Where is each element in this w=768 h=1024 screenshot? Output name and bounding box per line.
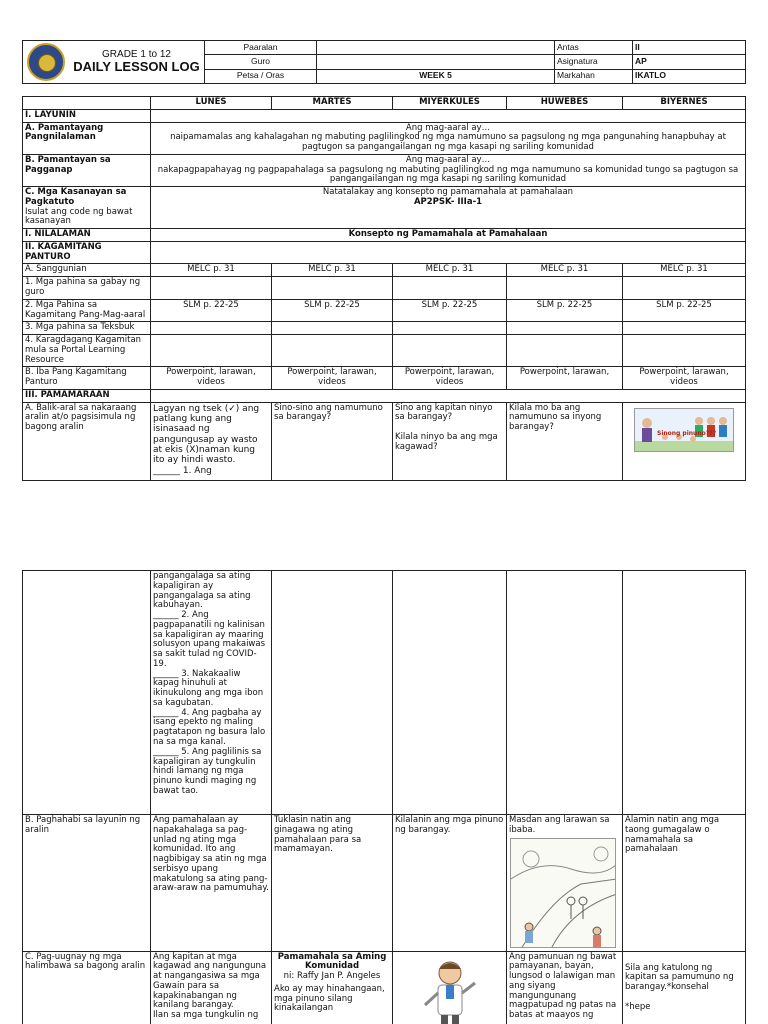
deped-seal-logo: [27, 43, 65, 81]
motive-huwebes-cell: [507, 815, 623, 952]
materials-huwebes: Powerpoint, larawan,: [507, 367, 623, 390]
quarter-label: Markahan: [555, 69, 633, 83]
lesson-table-page-2: [22, 570, 746, 1024]
poem-text: Ako ay may hinahangaan, mga pinuno silang kinakailangan: [274, 983, 385, 1014]
section-nilalaman: I. NILALAMAN: [23, 229, 151, 242]
sanggunian-huwebes: MELC p. 31: [507, 264, 623, 277]
label-paghahabi: B. Paghahabi sa layunin ng aralin: [23, 815, 151, 952]
motive-miyerkules: Kilalanin ang mga pinuno ng barangay.: [393, 815, 507, 952]
performance-standard-intro: Ang mag-aaral ay…: [405, 154, 491, 165]
example-biyernes: Sila ang katulong ng kapitan sa pamumuno ng barangay.*konsehal *hepe: [623, 951, 746, 1024]
day-header-biyernes: BIYERNES: [623, 97, 746, 110]
school-label: Paaralan: [205, 41, 317, 55]
week-value: WEEK 5: [317, 69, 555, 83]
label-kasanayan-sub: Isulat ang code ng bawat kasanayan: [25, 206, 133, 227]
motive-martes: Tuklasin natin ang ginagawa ng ating pamahalaan para sa mamamayan.: [272, 815, 393, 952]
slm-lunes: SLM p. 22-25: [151, 299, 272, 322]
barangay-sketch-svg: [511, 839, 616, 948]
label-gabay-ng-guro: 1. Mga pahina sa gabay ng guro: [23, 277, 151, 300]
label-mga-kasanayan: C. Mga Kasanayan sa Pagkatuto: [25, 187, 127, 207]
content-standard-text: naipamamalas ang kahalagahan ng mabuting paglilingkod ng mga namumuno sa pagsulong ng mga pangunahing hanapbuhay at pagtugon sa pangangailangan ng mga kasapi ng sariling komunidad: [170, 132, 726, 153]
lesson-table-page-1: [22, 96, 746, 481]
day-header-lunes: LUNES: [151, 97, 272, 110]
date-label: Petsa / Oras: [205, 69, 317, 83]
teacher-value: [317, 55, 555, 69]
label-teksbuk: 3. Mga pahina sa Teksbuk: [23, 322, 151, 335]
barangay-sketch-image: [510, 838, 616, 948]
label-pag-uugnay: C. Pag-uugnay ng mga halimbawa sa bagong aralin: [23, 951, 151, 1024]
section-kagamitang-panturo: II. KAGAMITANG PANTURO: [23, 241, 151, 264]
label-pamantayang-pangnilalaman: A. Pamantayang Pangnilalaman: [23, 122, 151, 154]
content-standard-intro: Ang mag-aaral ay…: [405, 122, 491, 133]
review-huwebes: Kilala mo ba ang namumuno sa inyong barangay?: [507, 402, 623, 480]
page-title: DAILY LESSON LOG: [73, 59, 200, 75]
leaders-illustration: [634, 408, 734, 452]
school-value: [317, 41, 555, 55]
subject-value: AP: [633, 55, 746, 69]
sanggunian-lunes: MELC p. 31: [151, 264, 272, 277]
day-header-martes: MARTES: [272, 97, 393, 110]
label-pamantayan-sa-pagganap: B. Pamantayan sa Pagganap: [23, 154, 151, 186]
header-title-cell: [23, 41, 205, 84]
grade-label: GRADE 1 to 12: [102, 48, 171, 60]
review-martes: Sino-sino ang namumuno sa barangay?: [272, 402, 393, 480]
label-balik-aral: A. Balik-aral sa nakaraang aralin at/o pagsisimula ng bagong aralin: [23, 402, 151, 480]
sanggunian-biyernes: MELC p. 31: [623, 264, 746, 277]
review-miyerkules: Sino ang kapitan ninyo sa barangay? Kilala ninyo ba ang mga kagawad?: [393, 402, 507, 480]
header-table: [22, 40, 746, 84]
poem-title: Pamamahala sa Aming Komunidad: [277, 951, 387, 972]
competency-text: Natatalakay ang konsepto ng pamamahala at pamahalaan: [322, 187, 574, 198]
review-biyernes: [623, 402, 746, 480]
example-miyerkules-cell: [393, 951, 507, 1024]
example-huwebes: Ang pamunuan ng bawat pamayanan, bayan, lungsod o lalawigan man ang siyang mangungunang magpatupad ng patas na batas at maayos ng: [507, 951, 623, 1024]
materials-miyerkules: Powerpoint, larawan, videos: [393, 367, 507, 390]
review-lunes-continued: pangangalaga sa ating kapaligiran ay pangangalaga sa ating kabuhayan. ______ 2. Ang pagpapanatili ng kalinisan sa kapaligiran ay maaring solusyon upang makaiwas sa sakit tulad ng COVID-19. ______ 3. Nakakaaliw kapag hinuhuli at ikinukulong ang mga ibon sa kagubatan. ______ 4. Ang pagbaha ay isang epekto ng maling pagtatapon ng basura lalo na sa mga kanal. ______ 5. Ang paglilinis sa kapaligiran ay tungkulin hindi lamang ng mga pinuno kundi maging ng bawat tao.: [151, 571, 272, 815]
doctor-cartoon-image: [395, 953, 505, 1024]
slm-miyerkules: SLM p. 22-25: [393, 299, 507, 322]
motive-biyernes: Alamin natin ang mga taong gumagalaw o namamahala sa pamahalaan: [623, 815, 746, 952]
day-header-huwebes: HUWEBES: [507, 97, 623, 110]
poem-author: ni: Raffy Jan P. Angeles: [283, 971, 381, 982]
section-layunin: I. LAYUNIN: [23, 109, 151, 122]
example-lunes: Ang kapitan at mga kagawad ang nangunguna at nangangasiwa sa mga Gawain para sa kapakinabangan ng kanilang barangay. Ilan sa mga tungkulin ng: [151, 951, 272, 1024]
content-topic: Konsepto ng Pamamahala at Pamahalaan: [151, 229, 746, 242]
grade-level-value: II: [633, 41, 746, 55]
materials-lunes: Powerpoint, larawan, videos: [151, 367, 272, 390]
label-portal-learning-resource: 4. Karagdagang Kagamitan mula sa Portal Learning Resource: [23, 335, 151, 367]
label-kagamitang-pang-mag-aaral: 2. Mga Pahina sa Kagamitang Pang-Mag-aaral: [23, 299, 151, 322]
subject-label: Asignatura: [555, 55, 633, 69]
slm-huwebes: SLM p. 22-25: [507, 299, 623, 322]
label-sanggunian: A. Sanggunian: [23, 264, 151, 277]
slm-martes: SLM p. 22-25: [272, 299, 393, 322]
day-header-miyerkules: MIYERKULES: [393, 97, 507, 110]
motive-lunes: Ang pamahalaan ay napakahalaga sa pag-unlad ng ating mga komunidad. Ito ang nagbibigay sa atin ng mga serbisyo upang makatulong sa ating pang-araw-araw na pamumuhay.: [151, 815, 272, 952]
motive-huwebes: Masdan ang larawan sa ibaba.: [509, 815, 610, 835]
quarter-value: IKATLO: [633, 69, 746, 83]
competency-code: AP2PSK- IIIa-1: [413, 196, 483, 207]
label-iba-pang-kagamitan: B. Iba Pang Kagamitang Panturo: [23, 367, 151, 390]
slm-biyernes: SLM p. 22-25: [623, 299, 746, 322]
leaders-illustration-caption: Sinong pinuno???: [657, 429, 717, 437]
section-pamamaraan: III. PAMAMARAAN: [23, 389, 151, 402]
sanggunian-martes: MELC p. 31: [272, 264, 393, 277]
grade-level-label: Antas: [555, 41, 633, 55]
sanggunian-miyerkules: MELC p. 31: [393, 264, 507, 277]
review-lunes: Lagyan ng tsek (✓) ang patlang kung ang isinasaad ng pangungusap ay wasto at ekis (X)naman kung ito ay hindi wasto. ______ 1. Ang: [151, 402, 272, 480]
performance-standard-text: nakapagpapahayag ng pagpapahalaga sa pagsulong ng mabuting paglilingkod ng mga namumuno sa komunidad tungo sa pagtugon sa pangangailangan ng mga kasapi ng sariling komunidad: [157, 164, 739, 185]
materials-biyernes: Powerpoint, larawan, videos: [623, 367, 746, 390]
teacher-label: Guro: [205, 55, 317, 69]
materials-martes: Powerpoint, larawan, videos: [272, 367, 393, 390]
